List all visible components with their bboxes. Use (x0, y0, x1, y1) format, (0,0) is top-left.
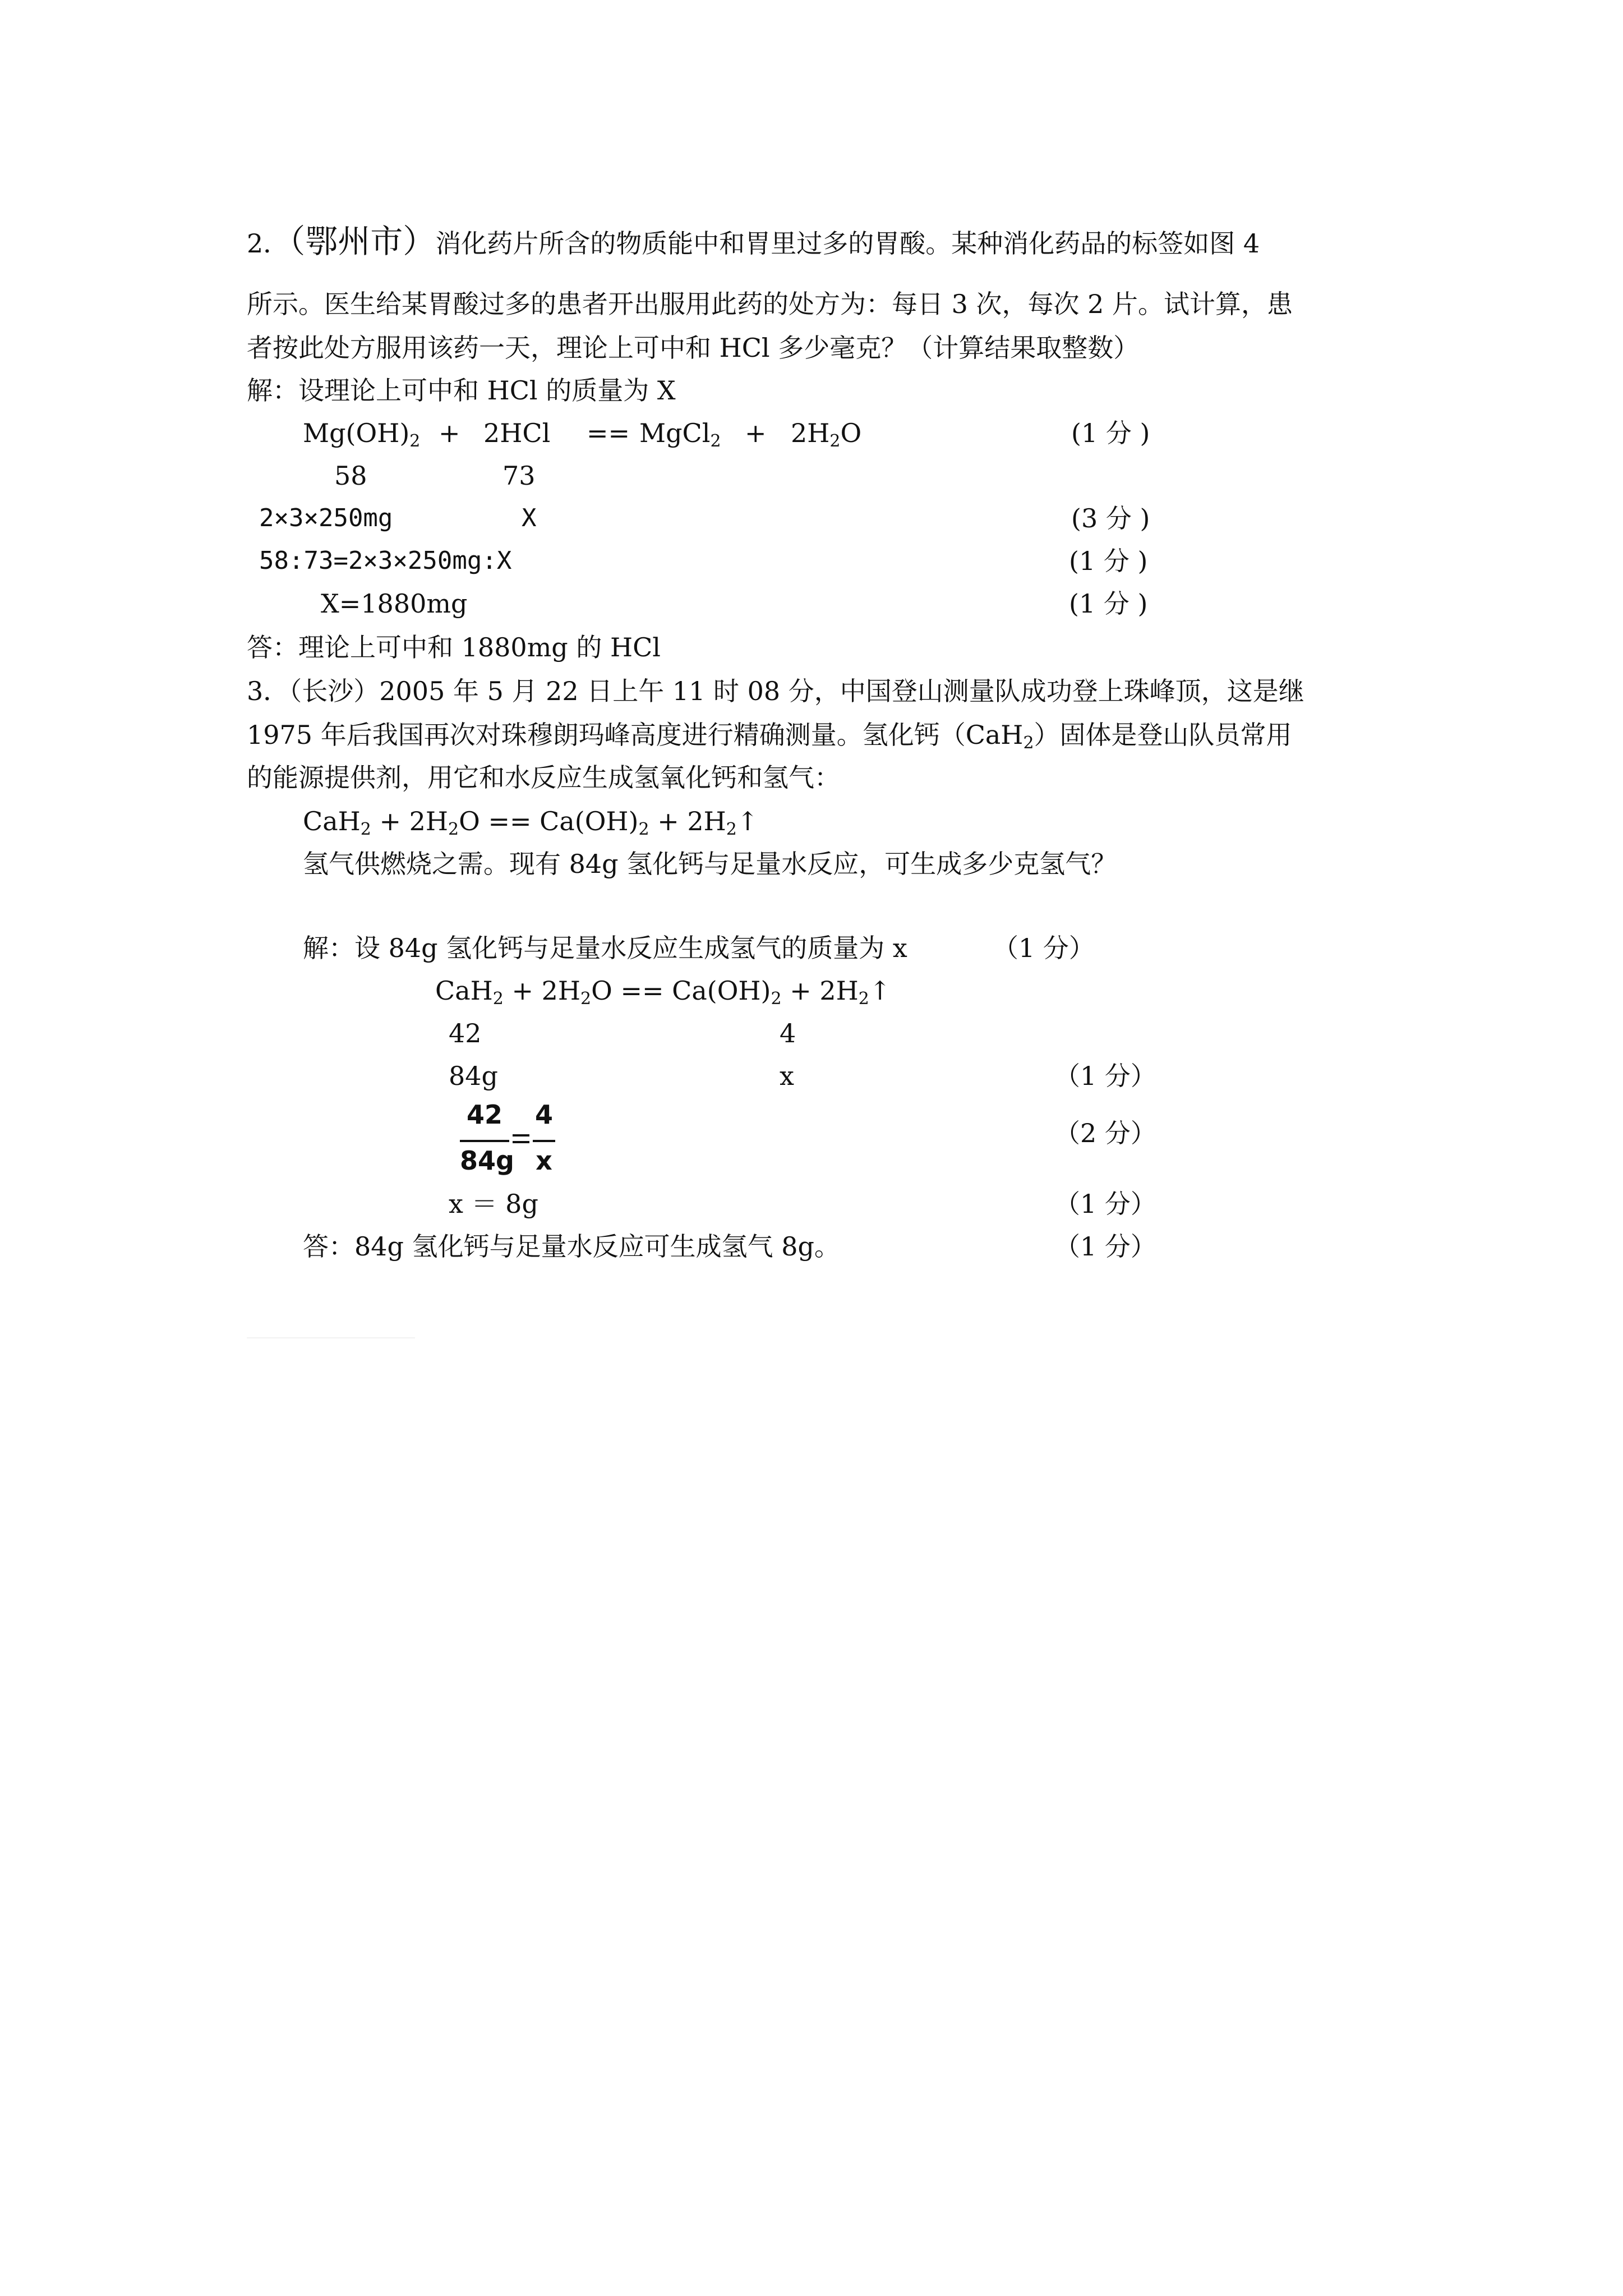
q2-eq-water: $2H_2O$ (791, 418, 862, 451)
q3-answer-score: （1 分） (1054, 1231, 1156, 1262)
q2-given-mass: 2×3×250mg (259, 504, 393, 532)
q2-title-line (247, 224, 1260, 260)
q3-reaction-equation: $CaH_2 + 2H_2O == Ca(OH)_2$ + $2H_2↑$ (303, 806, 759, 839)
q2-eq-mgcl2: MgCl$_2$ (639, 418, 721, 451)
q3-solution-setup: 解：设 84g 氢化钙与足量水反应生成氢气的质量为 x (303, 933, 907, 963)
q2-molar-58: 58 (334, 461, 367, 491)
q3-given-score: （1 分） (1054, 1061, 1156, 1091)
faint-divider (247, 1337, 415, 1338)
fraction-numerator-2: 4 (534, 1099, 553, 1130)
q2-answer: 答：理论上可中和 1880mg 的 HCl (247, 632, 661, 662)
q2-plus-1: + (439, 418, 460, 448)
q2-line2: 所示。医生给某胃酸过多的患者开出服用此药的处方为：每日 3 次，每次 2 片。试计算，患 (247, 289, 1293, 319)
q3-unknown: x (780, 1061, 794, 1091)
q3-given-mass: 84g (449, 1061, 498, 1091)
equals-sign (513, 1129, 529, 1151)
q2-unknown: X (522, 504, 537, 532)
q2-line1: 消化药片所含的物质能中和胃里过多的胃酸。某种消化药品的标签如图 4 (435, 228, 1260, 259)
q2-molar-73: 73 (502, 461, 536, 491)
q2-line3: 者按此处方服用该药一天，理论上可中和 HCl 多少毫克？（计算结果取整数） (247, 333, 1140, 363)
q3-question: 氢气供燃烧之需。现有 84g 氢化钙与足量水反应，可生成多少克氢气？ (303, 849, 1117, 879)
q2-proportion: 58:73=2×3×250mg:X (259, 546, 512, 575)
q2-plus-2: + (745, 418, 767, 448)
q3-answer: 答：84g 氢化钙与足量水反应可生成氢气 8g。 (303, 1231, 840, 1262)
q3-equation: $CaH_2 + 2H_2O == Ca(OH)_2$ + $2H_2↑$ (435, 976, 891, 1009)
q3-setup-score: （1 分） (993, 933, 1095, 963)
q2-number: 2． (247, 228, 289, 259)
q2-result-score: (1 分 ) (1069, 588, 1148, 619)
q2-proportion-score: (1 分 ) (1069, 546, 1148, 576)
q3-line2: 1975 年后我国再次对珠穆朗玛峰高度进行精确测量。氢化钙（CaH$_2$）固体是登山队员常用 (247, 720, 1292, 753)
q3-proportion-fraction (460, 1099, 572, 1184)
q2-given-score: (3 分 ) (1071, 503, 1150, 533)
fraction-denominator-2: x (536, 1145, 552, 1176)
fraction-numerator-1: 42 (466, 1099, 502, 1130)
q2-eq-score: (1 分 ) (1071, 418, 1150, 448)
q2-solution-setup: 解：设理论上可中和 HCl 的质量为 X (247, 375, 676, 406)
fraction-denominator-1: 84g (460, 1145, 514, 1176)
q2-source: （鄂州市） (289, 222, 436, 260)
q2-result: X=1880mg (321, 588, 468, 619)
q3-result-score: （1 分） (1054, 1189, 1156, 1219)
q2-eq-arrow: == (587, 418, 630, 448)
q3-result: x ＝ 8g (449, 1189, 538, 1219)
q3-fraction-score: （2 分） (1054, 1118, 1156, 1148)
q3-line1: 3．（长沙）2005 年 5 月 22 日上午 11 时 08 分，中国登山测量队成功登上珠峰顶，这是继 (247, 676, 1304, 706)
fraction-bar-2 (533, 1140, 555, 1142)
q2-eq-hcl: 2HCl (483, 418, 551, 448)
q3-line3: 的能源提供剂，用它和水反应生成氢氧化钙和氢气： (247, 762, 840, 793)
fraction-bar-1 (460, 1140, 509, 1142)
q3-molar-4: 4 (780, 1018, 796, 1048)
q2-equation: $Mg(OH)_2$ (303, 418, 421, 451)
q3-molar-42: 42 (449, 1018, 482, 1048)
